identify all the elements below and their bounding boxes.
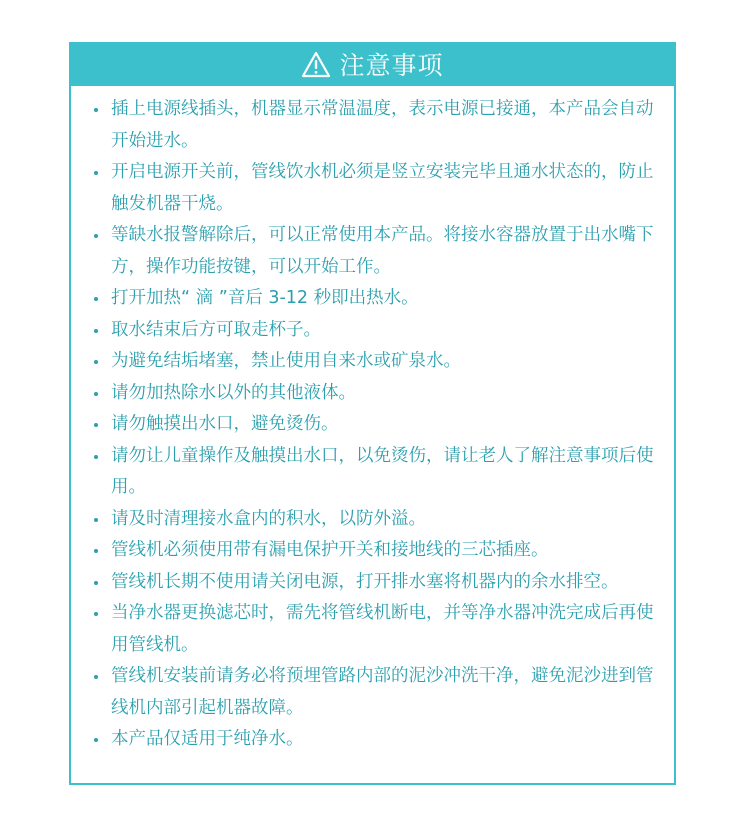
list-item [89, 220, 659, 283]
list-item-text: 打开加热“ 滴 ”音后 3-12 秒即出热水。 [111, 288, 419, 308]
list-item-text: 插上电源线插头，机器显示常温温度，表示电源已接通，本产品会自动开始进水。 [111, 99, 654, 151]
bullet-dot [94, 549, 98, 553]
list-item [89, 567, 659, 599]
list-item-text: 为避免结垢堵塞，禁止使用自来水或矿泉水。 [111, 351, 461, 371]
bullet-dot [94, 234, 98, 238]
list-item-text: 请及时清理接水盒内的积水，以防外溢。 [111, 508, 426, 529]
bullet-dot [94, 392, 98, 396]
bullet-dot [94, 360, 98, 364]
bullet-dot [94, 423, 98, 427]
list-item [89, 94, 659, 157]
notice-list [89, 94, 659, 756]
bullet-dot [94, 455, 98, 459]
list-item [89, 378, 659, 410]
bullet-dot [94, 108, 98, 112]
list-item [89, 535, 659, 567]
bullet-dot [94, 329, 98, 333]
bullet-dot [94, 738, 98, 742]
warning-triangle-icon [301, 50, 331, 80]
list-item-text: 开启电源开关前，管线饮水机必须是竖立安装完毕且通水状态的，防止触发机器干烧。 [111, 162, 654, 214]
list-item-text: 等缺水报警解除后，可以正常使用本产品。将接水容器放置于出水嘴下方，操作功能按键，可以开始工作。 [111, 225, 654, 277]
bullet-dot [94, 297, 98, 301]
list-item-text: 请勿加热除水以外的其他液体。 [111, 382, 356, 403]
list-item [89, 315, 659, 347]
list-item-text: 请勿让儿童操作及触摸出水口，以免烫伤，请让老人了解注意事项后使用。 [111, 445, 654, 497]
bullet-dot [94, 171, 98, 175]
notice-title: 注意事项 [339, 50, 444, 80]
list-item [89, 661, 659, 724]
list-item [89, 283, 659, 315]
notice-box [69, 42, 676, 785]
list-item [89, 409, 659, 441]
list-item-text: 本产品仅适用于纯净水。 [111, 729, 304, 749]
list-item-text: 管线机必须使用带有漏电保护开关和接地线的三芯插座。 [111, 540, 549, 560]
bullet-dot [94, 612, 98, 616]
list-item-text: 请勿触摸出水口，避免烫伤。 [111, 414, 339, 434]
list-item [89, 724, 659, 756]
list-item-text: 当净水器更换滤芯时，需先将管线机断电，并等净水器冲洗完成后再使用管线机。 [111, 603, 654, 655]
list-item [89, 504, 659, 536]
bullet-dot [94, 518, 98, 522]
list-item-text: 管线机长期不使用请关闭电源，打开排水塞将机器内的余水排空。 [111, 571, 619, 592]
list-item-text: 取水结束后方可取走杯子。 [111, 319, 321, 340]
bullet-dot [94, 581, 98, 585]
list-item [89, 346, 659, 378]
notice-header [71, 44, 674, 86]
list-item-text: 管线机安装前请务必将预埋管路内部的泥沙冲洗干净，避免泥沙进到管线机内部引起机器故障。 [111, 666, 654, 718]
list-item [89, 157, 659, 220]
bullet-dot [94, 675, 98, 679]
list-item [89, 441, 659, 504]
list-item [89, 598, 659, 661]
